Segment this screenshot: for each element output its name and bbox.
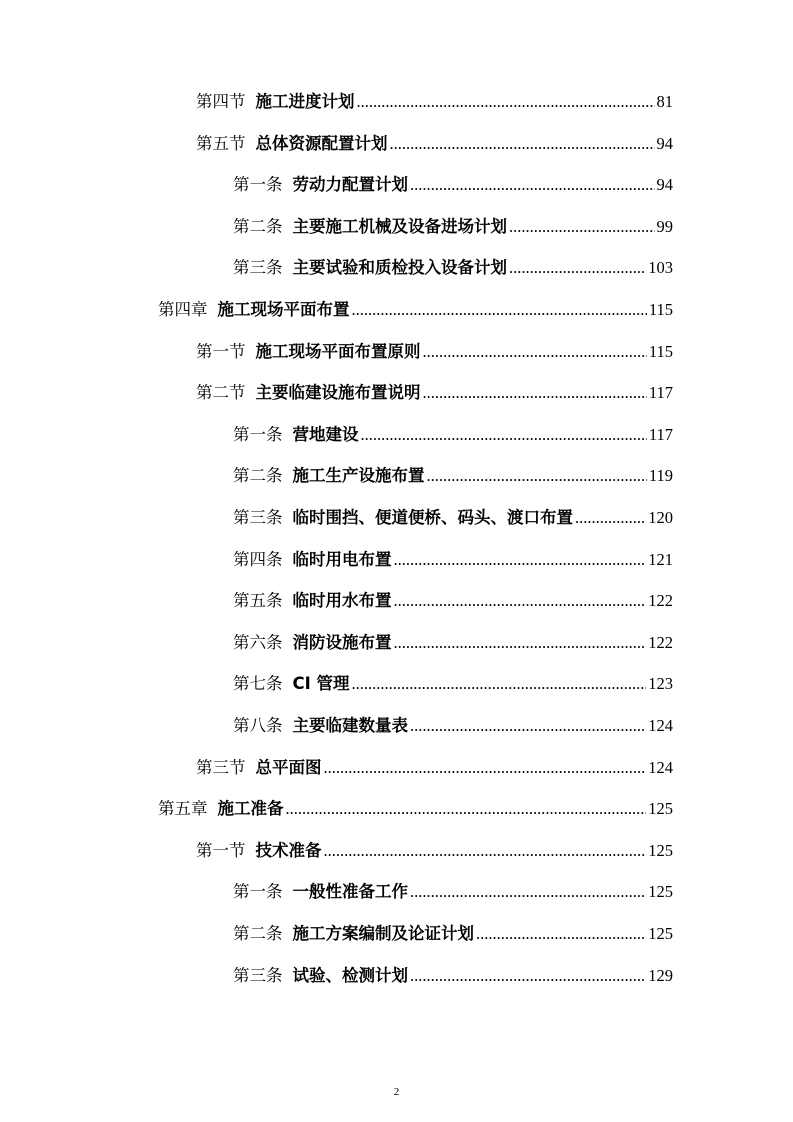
toc-leader-dots (324, 754, 647, 782)
toc-entry-number: 第四节 (196, 92, 246, 111)
toc-leader-dots (410, 878, 646, 906)
toc-entry-page: 121 (648, 549, 673, 569)
toc-entry-page: 81 (656, 92, 673, 111)
toc-entry-page: 103 (648, 258, 673, 278)
toc-entry-title: 施工现场平面布置 (217, 300, 350, 319)
toc-entry[interactable] (233, 587, 673, 615)
toc-entry-number: 第八条 (233, 716, 283, 735)
toc-leader-dots (394, 546, 647, 574)
toc-entry-title: 施工准备 (217, 799, 284, 819)
toc-leader-dots (509, 254, 646, 282)
toc-entry-number: 第一节 (196, 341, 246, 361)
toc-entry-page: 122 (648, 591, 673, 611)
toc-entry-page: 125 (648, 840, 673, 860)
toc-entry[interactable] (196, 837, 673, 865)
toc-entry-number: 第三条 (233, 258, 283, 278)
toc-leader-dots (394, 587, 647, 615)
page-number: 2 (393, 1086, 400, 1098)
toc-entry-title: 总体资源配置计划 (255, 133, 388, 153)
toc-entry-page: 124 (648, 757, 673, 777)
toc-entry-number: 第五章 (158, 799, 208, 819)
toc-entry-title: CI 管理 (292, 674, 350, 694)
toc-leader-dots (423, 338, 647, 366)
toc-leader-dots (352, 670, 647, 698)
toc-leader-dots (410, 171, 655, 199)
toc-leader-dots (476, 920, 646, 948)
toc-entry-number: 第一条 (233, 175, 283, 195)
toc-entry[interactable] (233, 213, 673, 241)
toc-entry[interactable] (158, 795, 673, 823)
toc-entry-title: 施工方案编制及论证计划 (292, 924, 474, 943)
toc-leader-dots (352, 296, 647, 324)
toc-entry-page: 94 (656, 133, 673, 153)
toc-entry[interactable] (233, 421, 673, 449)
toc-entry[interactable] (196, 754, 673, 782)
toc-entry-number: 第二条 (233, 466, 283, 486)
toc-entry-title: 临时围挡、便道便桥、码头、渡口布置 (292, 508, 573, 527)
toc-entry-number: 第四章 (158, 300, 208, 319)
toc-entry-title: 临时用电布置 (292, 549, 392, 569)
toc-entry-number: 第二节 (196, 383, 246, 403)
toc-entry-page: 115 (648, 300, 673, 319)
toc-entry[interactable] (233, 670, 673, 698)
toc-entry-page: 123 (648, 674, 673, 694)
toc-entry-number: 第一条 (233, 882, 283, 902)
toc-entry-page: 94 (656, 175, 673, 195)
toc-entry-number: 第三条 (233, 965, 283, 985)
toc-entry-page: 124 (648, 716, 673, 735)
toc-entry-page: 122 (648, 632, 673, 652)
toc-entry[interactable] (233, 462, 673, 490)
toc-entry-title: 试验、检测计划 (292, 965, 408, 985)
toc-leader-dots (390, 130, 655, 158)
toc-entry-number: 第一节 (196, 840, 246, 860)
toc-leader-dots (427, 462, 647, 490)
toc-entry-number: 第六条 (233, 632, 283, 652)
toc-entry[interactable] (233, 629, 673, 657)
toc-entry[interactable] (233, 254, 673, 282)
toc-entry[interactable] (233, 712, 673, 740)
toc-entry-number: 第三条 (233, 508, 283, 527)
toc-entry-number: 第二条 (233, 216, 283, 236)
toc-entry-page: 120 (648, 508, 673, 527)
toc-entry[interactable] (233, 920, 673, 948)
toc-leader-dots (394, 629, 647, 657)
toc-entry[interactable] (233, 546, 673, 574)
toc-entry-number: 第一条 (233, 424, 283, 444)
toc-entry[interactable] (196, 379, 673, 407)
toc-leader-dots (357, 88, 655, 116)
toc-entry[interactable] (233, 171, 673, 199)
toc-entry-title: 一般性准备工作 (292, 882, 408, 902)
toc-entry-page: 117 (648, 424, 673, 444)
toc-entry-title: 临时用水布置 (292, 591, 392, 611)
toc-entry-title: 施工进度计划 (255, 92, 355, 111)
toc-entry-number: 第五条 (233, 591, 283, 611)
toc-leader-dots (361, 421, 647, 449)
toc-leader-dots (509, 213, 655, 241)
toc-entry-title: 消防设施布置 (292, 632, 392, 652)
toc-entry[interactable] (233, 504, 673, 532)
toc-entry-number: 第二条 (233, 924, 283, 943)
toc-entry-title: 总平面图 (255, 757, 322, 777)
toc-entry-page: 129 (648, 965, 673, 985)
toc-entry-title: 劳动力配置计划 (292, 175, 408, 195)
toc-entry-title: 主要试验和质检投入设备计划 (292, 258, 507, 278)
toc-leader-dots (324, 837, 647, 865)
toc-entry[interactable] (196, 88, 673, 116)
toc-entry[interactable] (158, 296, 673, 324)
toc-entry-page: 125 (648, 882, 673, 902)
toc-leader-dots (286, 795, 647, 823)
toc-entry-number: 第四条 (233, 549, 283, 569)
toc-entry-title: 营地建设 (292, 424, 359, 444)
toc-entry[interactable] (233, 878, 673, 906)
toc-leader-dots (575, 504, 646, 532)
toc-entry-title: 主要临建设施布置说明 (255, 383, 421, 403)
toc-entry[interactable] (233, 962, 673, 990)
toc-entry-title: 施工生产设施布置 (292, 466, 425, 486)
toc-entry-number: 第三节 (196, 757, 246, 777)
toc-leader-dots (410, 712, 646, 740)
toc-entry-page: 125 (648, 799, 673, 819)
toc-leader-dots (410, 962, 646, 990)
toc-entry-title: 技术准备 (255, 840, 322, 860)
toc-entry-page: 99 (656, 216, 673, 236)
toc-entry[interactable] (196, 338, 673, 366)
toc-entry-title: 主要临建数量表 (292, 716, 408, 735)
toc-entry-page: 117 (648, 383, 673, 403)
toc-entry[interactable] (196, 130, 673, 158)
toc-leader-dots (423, 379, 647, 407)
toc-entry-number: 第五节 (196, 133, 246, 153)
toc-entry-page: 125 (648, 924, 673, 943)
toc-entry-page: 115 (648, 341, 673, 361)
toc-entry-title: 施工现场平面布置原则 (255, 341, 421, 361)
toc-entry-number: 第七条 (233, 674, 283, 694)
toc-entry-page: 119 (648, 466, 673, 486)
toc-entry-title: 主要施工机械及设备进场计划 (292, 216, 507, 236)
